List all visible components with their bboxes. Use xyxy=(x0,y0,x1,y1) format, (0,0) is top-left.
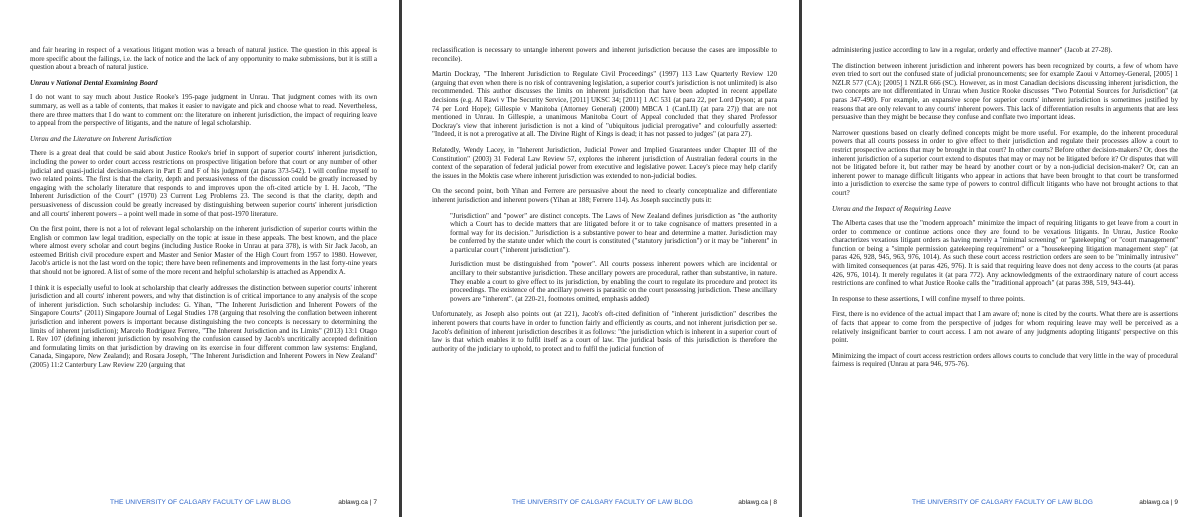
p9-para-5: In response to these assertions, I will confine myself to three points. xyxy=(832,294,1025,303)
page-7 xyxy=(0,0,399,517)
footer-org: THE UNIVERSITY OF CALGARY FACULTY OF LAW BLOG xyxy=(110,499,291,506)
page-7-footer xyxy=(30,499,377,509)
p8-para-4: On the second point, both Yihan and Ferrere are persuasive about the need to clearly conceptualize and differentiate inherent jurisdiction and inherent powers (Yihan at 188; Ferrere 114). As Joseph succinctly puts it: xyxy=(432,187,777,204)
p9-para-2: The distinction between inherent jurisdiction and inherent powers has been recognized by courts, a few of whom have even tried to sort out the confused state of judicial pronouncements; see for example Zaoui v Attorney-General, [2005] 1 NZLR 577 (CA); [2005] 1 NZLR 666 (SC). However, as in most Canadian decisions discussing inherent jurisdiction, the two concepts are not differentiated in Unrau when Justice Rooke discusses "Two Potential Sources for Jurisdiction" (at paras 347-490). For example, an expansive scope for superior courts' inherent jurisdiction is sometimes justified by reasons that are only relevant to any courts' inherent powers. This lack of differentiation results in arguments that are less persuasive than they might be because they confuse and conflate two important ideas. xyxy=(832,61,1178,122)
page-9-body xyxy=(832,46,1178,487)
p7-subheading: Unrau and the Literature on Inherent Jurisdiction xyxy=(30,134,172,143)
page-9 xyxy=(802,0,1200,517)
page-8-footer xyxy=(432,499,777,509)
page-7-body xyxy=(30,46,377,487)
p7-para-3: There is a great deal that could be said about Justice Rooke's brief in support of superior courts' inherent jurisdiction, including the power to order court access restrictions on prospective litigation before that court or any number of other judicial and quasi-judicial decision-makers in Part E and F of his judgment (at paras 373-542). I will confine myself to two related points. The first is that the clarity, depth and persuasiveness of the discussion could be greatly increased by engaging with the scholarly literature that responds to and improves upon the oft-cited article by I. H. Jacob, "The Inherent Jurisdiction of the Court" (1970) 23 Current Leg Problems 23. The second is that the clarity, depth and persuasiveness of discussion could be greatly increased by distinguishing between superior courts' inherent jurisdiction and all courts' inherent powers – a point well made in some of that post-1970 literature. xyxy=(30,149,377,218)
footer-org: THE UNIVERSITY OF CALGARY FACULTY OF LAW BLOG xyxy=(912,499,1093,506)
p8-para-2: Martin Dockray, "The Inherent Jurisdiction to Regulate Civil Proceedings" (1997) 113 Law Quarterly Review 120 (arguing that even when there is no risk of contravening legislation, a superior court's jurisdiction is not unlimited) is also recommended. This author discusses the limits on inherent jurisdiction that have been adopted in recent appellate decisions (e.g. Al Rawi v The Security Service, [2011] UKSC 34; [2011] 1 AC 531 (at para 22, per Lord Dyson; at para 74 per Lord Hope); Gillespie v Manitoba (Attorney General) (2000) MBCA 1 (CanLII) (at para 27)) that are not mentioned in Unrau. In Gillespie, a unanimous Manitoba Court of Appeal concluded that they shared Professor Dockray's view that inherent jurisdiction is not a kind of "ubiquitous judicial prerogative" and colourfully asserted: "Indeed, it is not a prerogative at all. The Divine Right of Kings is dead; it has not passed to judges" (at para 27). xyxy=(432,70,777,139)
page-8 xyxy=(402,0,799,517)
p7-para-1: and fair hearing in respect of a vexatious litigant motion was a breach of natural justice. The question in this appeal is more specific about the failings, i.e. the lack of notice and the lack of any opportunity to make submissions, but it is still a question about a breach of natural justice. xyxy=(30,46,377,72)
p9-para-4: The Alberta cases that use the "modern approach" minimize the impact of requiring litigants to get leave from a court in order to commence or continue actions once they are found to be vexatious litigants. In Unrau, Justice Rooke characterizes vexatious litigant orders as having merely a "minimal screening" or "gatekeeping" or "court management" function or being a "simple permission gatekeeping requirement" or a "housekeeping litigation management step" (at paras 426, 928, 945, 963, 976, 1014). As such these court access restriction orders are seen to be "minimally intrusive" with limited consequences (at paras 426, 976). It is said that requiring leave does not deny access to the courts (at paras 426, 976, 1014). It merely regulates it (at para 772). Any acknowledgments of the extraordinary nature of court access restrictions are confined to what Justice Rooke calls the "traditional approach" (at paras 398, 519, 943-44). xyxy=(832,219,1178,288)
footer-page-number: ablawg.ca | 9 xyxy=(1139,499,1178,506)
p9-para-3: Narrower questions based on clearly defined concepts might be more useful. For example, do the inherent procedural powers that all courts possess in order to give effect to their jurisdiction and regulate their processes allow a court to restrict prospective actions that may be brought in that court? In other courts? Before other decision-makers? Or, does the inherent jurisdiction of a superior court extend to disputes that may or may not be litigated before it? Or disputes that will not be litigated before it, but rather may be heard by another court or by a non-judicial decision-maker? Or, can an inherent power to manage difficult litigants who appear in actions that have been brought to that court be transformed into a jurisdiction to exercise the same type of powers to control difficult litigants who have not brought actions to that court? xyxy=(832,128,1178,197)
p8-para-3: Relatedly, Wendy Lacey, in "Inherent Jurisdiction, Judicial Power and Implied Guarantees under Chapter III of the Constitution" (2003) 31 Federal Law Review 57, explores the inherent jurisdiction of Australian federal courts in the context of the separation of federal judicial power from executive and legislative power. Lacey's piece may help clarify the issues in the Moktis case where inherent jurisdiction was extended to non-judicial bodies. xyxy=(432,145,777,180)
p9-subheading: Unrau and the Impact of Requiring Leave xyxy=(832,204,951,213)
footer-org: THE UNIVERSITY OF CALGARY FACULTY OF LAW BLOG xyxy=(512,499,693,506)
p7-para-5: I think it is especially useful to look at scholarship that clearly addresses the distinction between superior courts' inherent jurisdiction and all courts' inherent powers, and why that distinction is of critical importance to any analysis of the scope of inherent jurisdiction. Such scholarship includes: G. Yihan, "The Inherent Jurisdiction and Inherent Powers of the Singapore Courts" (2011) Singapore Journal of Legal Studies 178 (arguing that resolving the conflation between inherent jurisdiction and inherent powers is important because distinguishing the two concepts is necessary to determining the limits of inherent jurisdiction); Marcelo Rodriguez Ferrere, "The Inherent Jurisdiction and its Limits" (2013) 13:1 Otago L Rev 107 (defining inherent jurisdiction by resolving the confusion caused by Jacob's uncritically accepted definition and formulating limits on that jurisdiction by drawing on its exercise in four different common law systems: England, Canada, Singapore, New Zealand); and Rosara Joseph, "The Inherent Jurisdiction and Inherent Powers in New Zealand" (2005) 11:2 Canterbury Law Review 220 (arguing that xyxy=(30,283,377,369)
page-9-footer xyxy=(832,499,1178,509)
p8-quote xyxy=(450,212,777,304)
p8-para-1: reclassification is necessary to untangle inherent powers and inherent jurisdiction because the cases are impossible to reconcile). xyxy=(432,46,777,63)
page-8-body xyxy=(432,46,777,487)
footer-page-number: ablawg.ca | 8 xyxy=(738,499,777,506)
p8-quote-para-1: "Jurisdiction" and "power" are distinct concepts. The Laws of New Zealand defines jurisdiction as "the authority which a Court has to decide matters that are litigated before it or to take cognisance of matters presented in a formal way for its decision." Jurisdiction is a substantive power to hear and determine a matter. Jurisdiction may be conferred by the statute under which the court is constituted ("statutory jurisdiction") or it may be "inherent" in a particular court ("inherent jurisdiction"). xyxy=(450,211,777,254)
p9-para-6: First, there is no evidence of the actual impact that I am aware of; none is cited by the courts. What there are is assertions of facts that appear to come from the perspective of judges for whom requiring leave may well be perceived as a relatively insignificant barrier to court access. I am not aware of any judgments adopting litigants' perspective on this point. xyxy=(832,310,1178,345)
p7-heading: Unrau v National Dental Examining Board xyxy=(30,78,158,87)
p8-quote-para-2: Jurisdiction must be distinguished from "power". All courts possess inherent powers which are incidental or ancillary to their substantive jurisdiction. These ancillary powers are procedural, rather than substantive, in nature. They enable a court to give effect to its jurisdiction, by enabling the court to regulate its procedure and protect its proceedings. The existence of the ancillary powers is parasitic on the court possessing jurisdiction. These ancillary powers are "inherent". (at 220-21, footnotes omitted, emphasis added) xyxy=(450,260,777,303)
p7-para-2: I do not want to say much about Justice Rooke's 195-page judgment in Unrau. That judgment comes with its own summary, as well as a table of contents, that makes it easier to navigate and pick and choose what to read. Nevertheless, there are three matters that I do want to comment on: the literature on inherent jurisdiction, the impact of requiring leave to appeal from the perspective of litigants, and the nature of legal scholarship. xyxy=(30,93,377,128)
footer-page-number: ablawg.ca | 7 xyxy=(338,499,377,506)
p8-para-5: Unfortunately, as Joseph also points out (at 221), Jacob's oft-cited definition of "inherent jurisdiction" describes the inherent powers that courts have in order to function fairly and efficiently as courts, and not inherent jurisdiction per se. Jacob's definition of inherent jurisdiction describes it as follows: "the jurisdiction which is inherent in a superior court of law is that which enables it to fulfil itself as a court of law. The juridical basis of this jurisdiction is therefore the authority of the judiciary to uphold, to protect and to fulfil the judicial function of xyxy=(432,310,777,353)
p9-para-1: administering justice according to law in a regular, orderly and effective manner" (Jacob at 27-28). xyxy=(832,46,1113,54)
p7-para-4: On the first point, there is not a lot of relevant legal scholarship on the inherent jurisdiction of superior courts within the English or common law legal tradition, especially on the topic at issue in these appeals. The best known, and the place where almost every scholar and court begins (including Justice Rooke in Unrau at para 378), is with Sir Jack Jacob, an esteemed British civil procedure expert and Master and Senior Master of the High Court from 1957 to 1980. However, Jacob's article is not the last word on the topic; there have been refinements and improvements in the last forty-nine years that should not be ignored. A list of some of the more recent and helpful scholarship is attached as Appendix A. xyxy=(30,225,377,277)
p9-para-7: Minimizing the impact of court access restriction orders allows courts to conclude that very little in the way of procedural fairness is required (Unrau at para 946, 975-76). xyxy=(832,351,1178,369)
